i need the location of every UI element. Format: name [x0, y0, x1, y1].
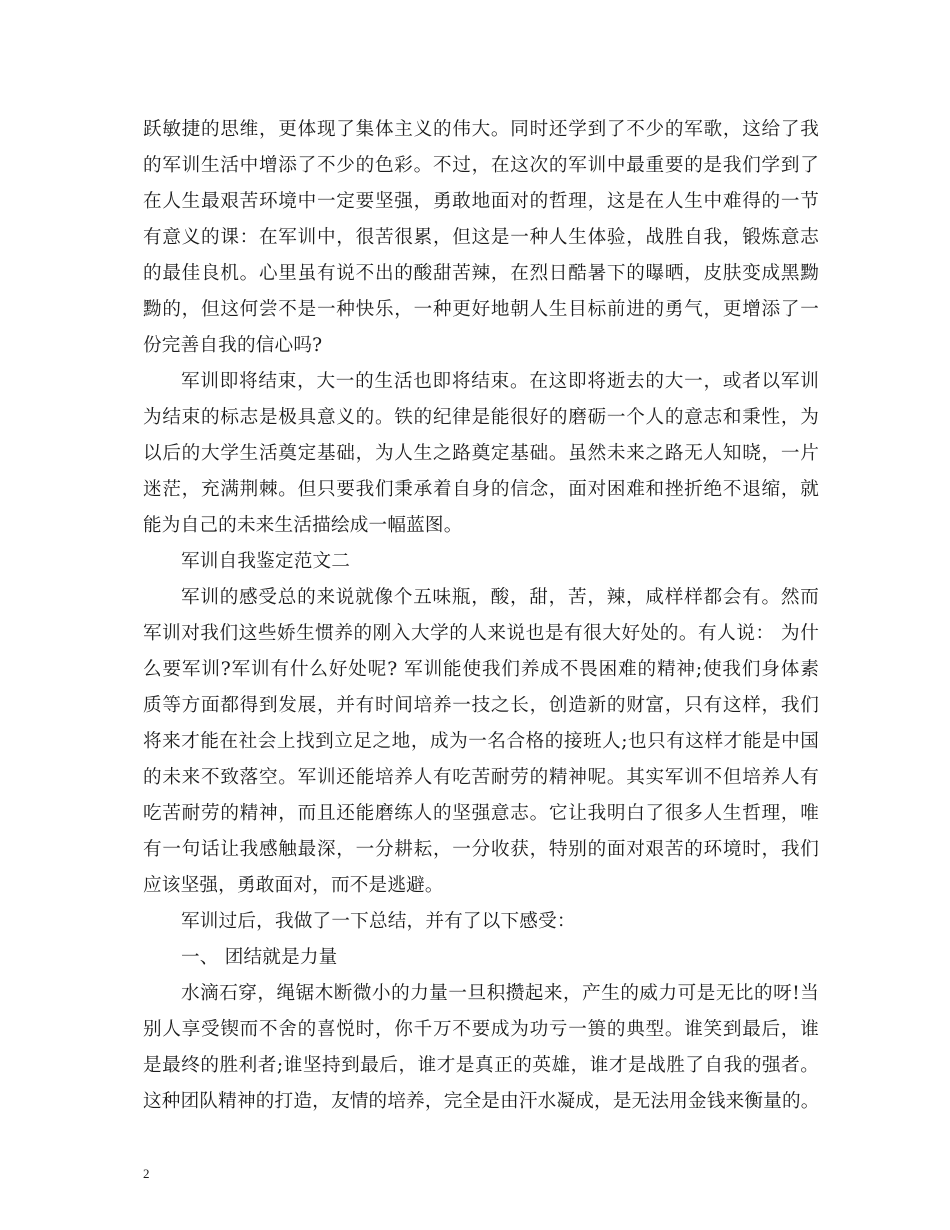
text-line: 一、 团结就是力量 — [181, 947, 338, 968]
text-line: 军训过后，我做了一下总结，并有了以下感受： — [181, 911, 576, 932]
text-line: 以后的大学生活奠定基础，为人生之路奠定基础。虽然未来之路无人知晓，一片 — [143, 443, 819, 464]
text-line: 份完善自我的信心吗? — [143, 335, 323, 356]
text-line: 能为自己的未来生活描绘成一幅蓝图。 — [143, 515, 463, 536]
text-line: 水滴石穿，绳锯木断微小的力量一旦积攒起来，产生的威力可是无比的呀!当 — [181, 983, 819, 1004]
text-line: 这种团队精神的打造，友情的培养，完全是由汗水凝成，是无法用金钱来衡量的。 — [143, 1091, 820, 1112]
text-line: 吃苦耐劳的精神，而且还能磨练人的坚强意志。它让我明白了很多人生哲理，唯 — [143, 803, 819, 824]
text-line: 跃敏捷的思维，更体现了集体主义的伟大。同时还学到了不少的军歌，这给了我 — [143, 119, 819, 140]
text-line: 将来才能在社会上找到立足之地，成为一名合格的接班人;也只有这样才能是中国 — [143, 731, 819, 752]
text-line: 的未来不致落空。军训还能培养人有吃苦耐劳的精神呢。其实军训不但培养人有 — [143, 767, 819, 788]
text-line: 迷茫，充满荆棘。但只要我们秉承着自身的信念，面对困难和挫折绝不退缩，就 — [143, 479, 819, 500]
text-line: 是最终的胜利者;谁坚持到最后，谁才是真正的英雄，谁才是战胜了自我的强者。 — [143, 1055, 819, 1076]
text-line: 质等方面都得到发展，并有时间培养一技之长，创造新的财富，只有这样，我们 — [143, 695, 819, 716]
text-line: 的军训生活中增添了不少的色彩。不过，在这次的军训中最重要的是我们学到了 — [143, 155, 819, 176]
text-line: 么要军训?军训有什么好处呢? 军训能使我们养成不畏困难的精神;使我们身体素 — [143, 659, 819, 680]
text-line: 为结束的标志是极具意义的。铁的纪律是能很好的磨砺一个人的意志和秉性，为 — [143, 407, 819, 428]
text-line: 军训的感受总的来说就像个五味瓶，酸，甜，苦，辣，咸样样都会有。然而 — [181, 587, 819, 608]
text-line: 黝的，但这何尝不是一种快乐，一种更好地朝人生目标前进的勇气，更增添了一 — [143, 299, 819, 320]
text-line: 在人生最艰苦环境中一定要坚强，勇敢地面对的哲理，这是在人生中难得的一节 — [143, 191, 819, 212]
text-line: 应该坚强，勇敢面对，而不是逃避。 — [143, 875, 444, 896]
text-line: 军训对我们这些娇生惯养的刚入大学的人来说也是有很大好处的。有人说： 为什 — [143, 623, 819, 644]
text-line: 军训自我鉴定范文二 — [181, 551, 351, 572]
text-line: 别人享受锲而不舍的喜悦时，你千万不要成为功亏一篑的典型。谁笑到最后，谁 — [143, 1019, 819, 1040]
text-line: 的最佳良机。心里虽有说不出的酸甜苦辣，在烈日酷暑下的曝晒，皮肤变成黑黝 — [143, 263, 819, 284]
text-line: 有一句话让我感触最深，一分耕耘，一分收获，特别的面对艰苦的环境时，我们 — [143, 839, 819, 860]
body-text — [143, 112, 819, 1120]
page-number: 2 — [143, 1166, 150, 1181]
text-line: 军训即将结束，大一的生活也即将结束。在这即将逝去的大一，或者以军训 — [181, 371, 819, 392]
text-line: 有意义的课：在军训中，很苦很累，但这是一种人生体验，战胜自我，锻炼意志 — [143, 227, 819, 248]
